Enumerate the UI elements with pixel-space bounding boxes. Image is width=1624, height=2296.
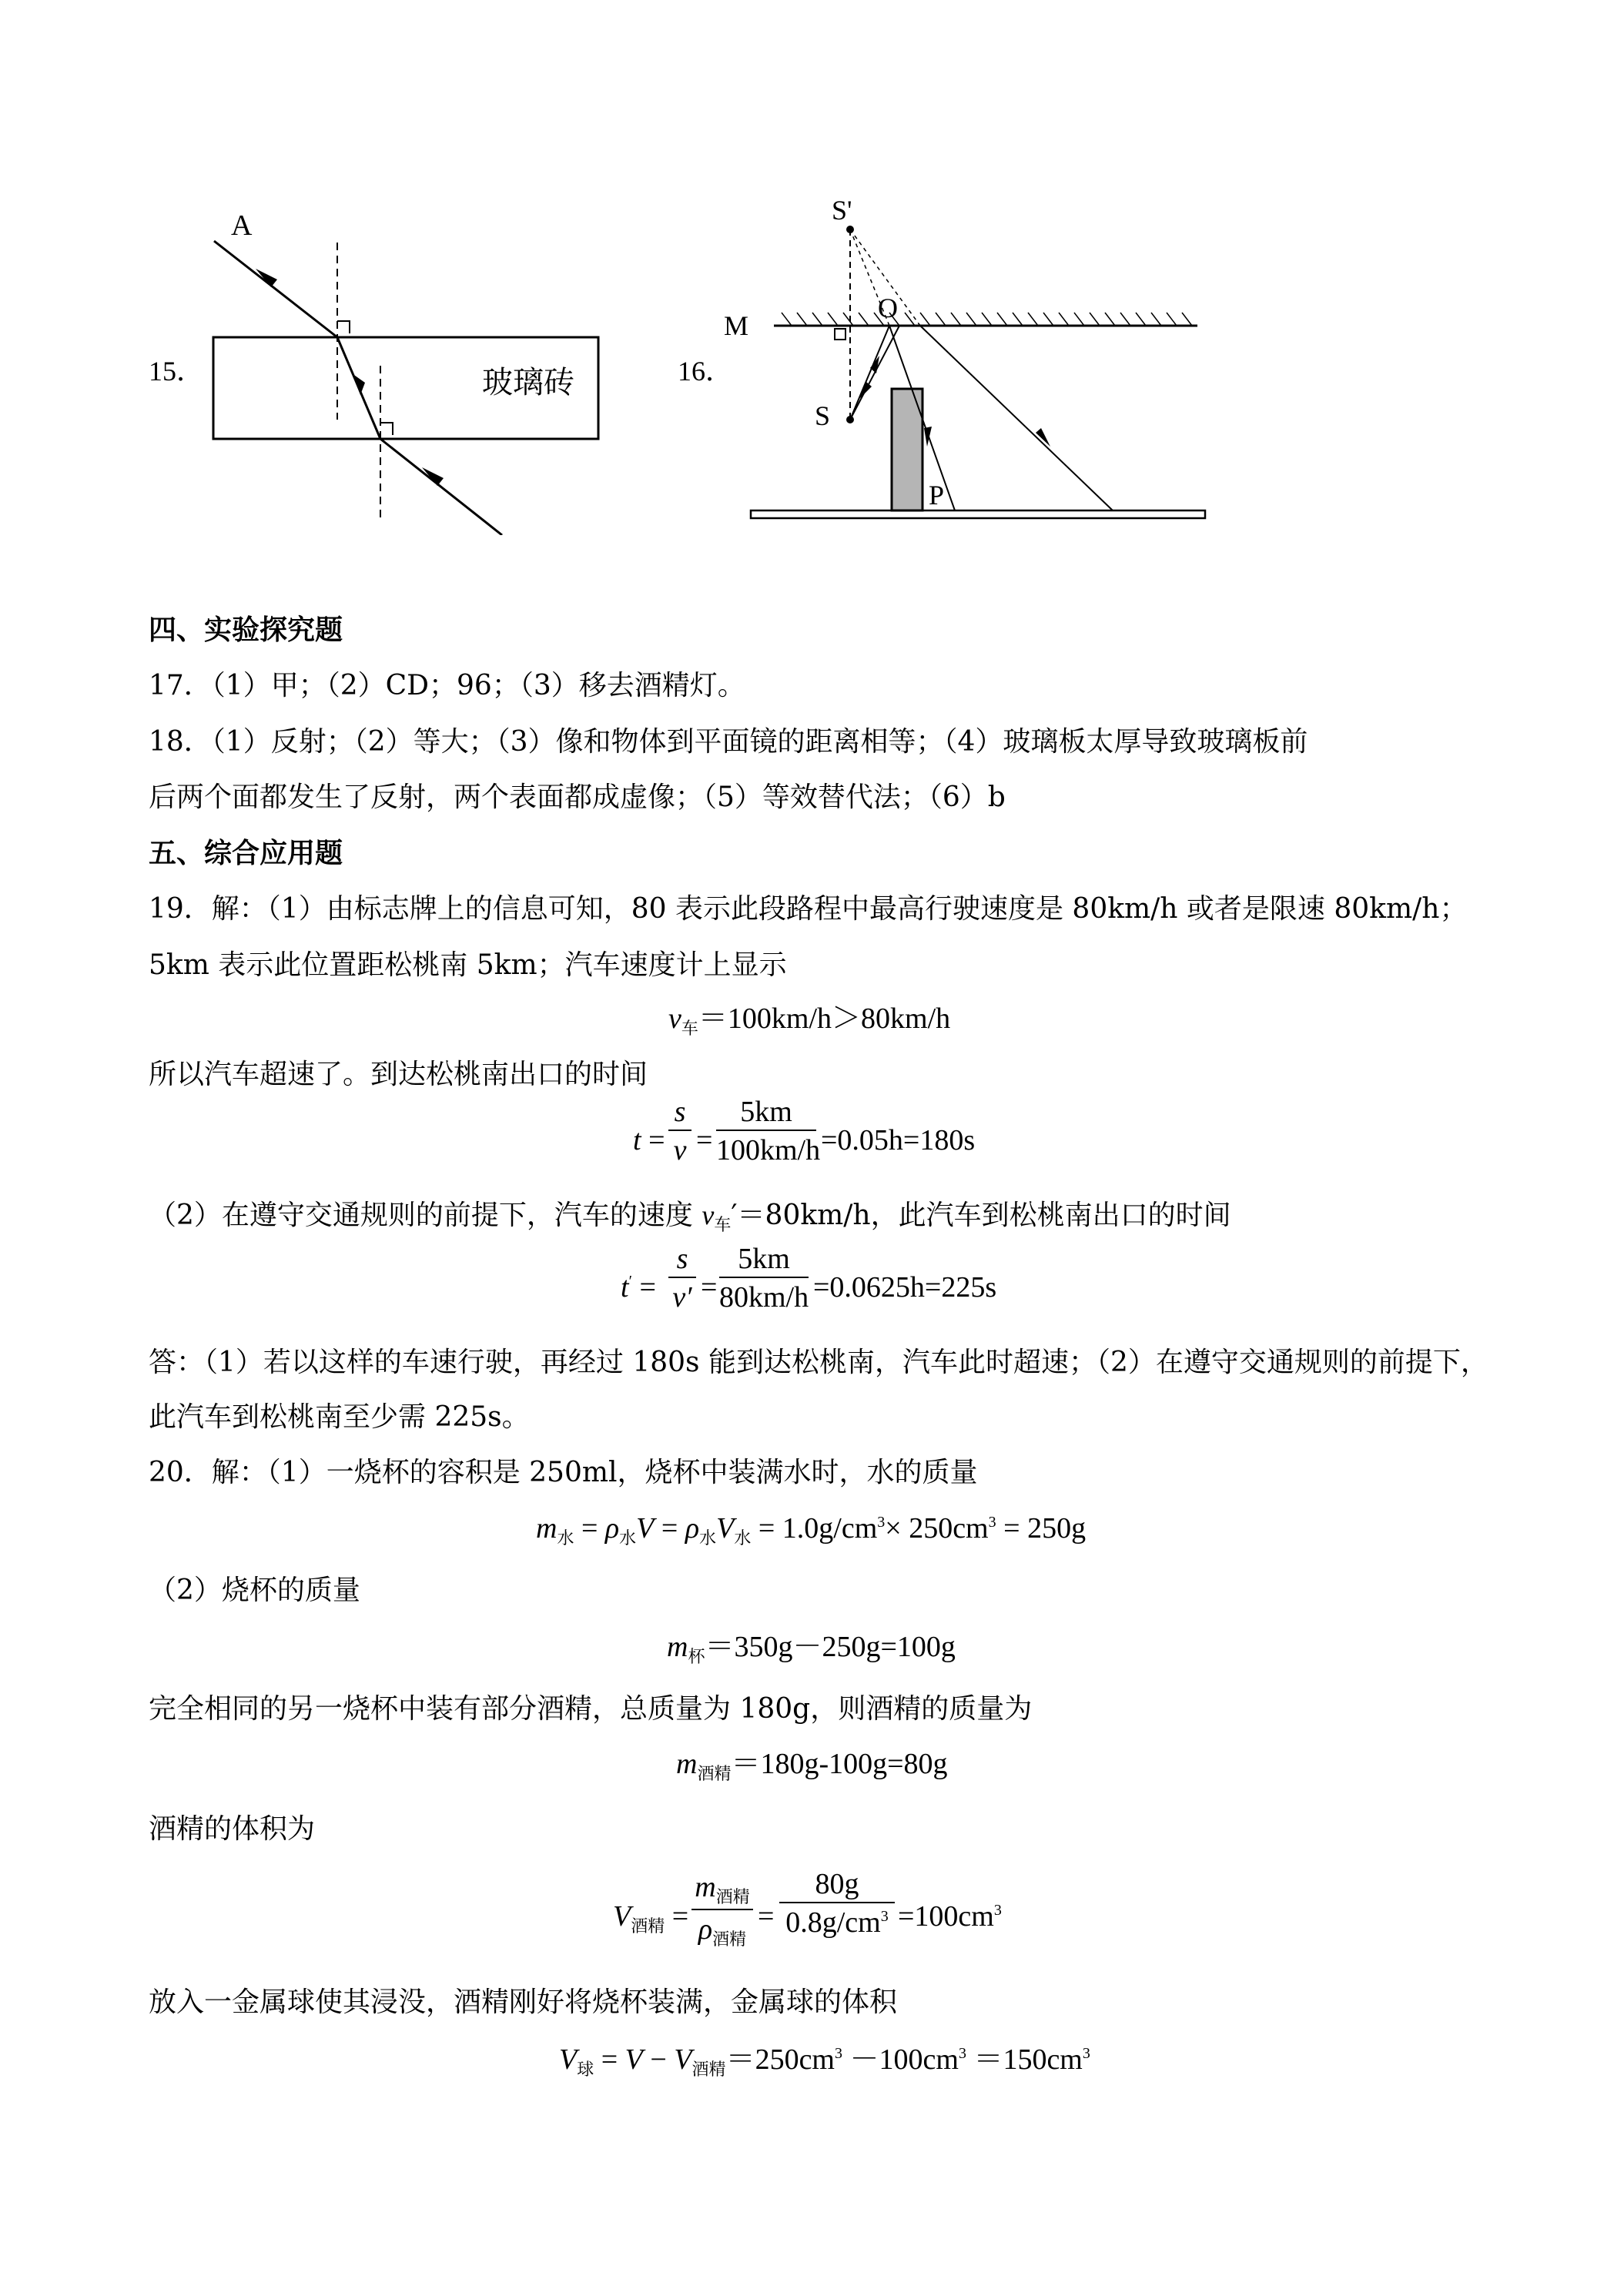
q20-eq4-result [898,1902,1002,1931]
q20-equation-alcohol-mass [676,1749,948,1782]
value-100: －100cm [842,2043,959,2076]
frac-den [691,1915,753,1948]
frac-num: 5km [740,1096,792,1128]
sup-3: 3 [988,1514,996,1531]
q20-line-2: （2）烧杯的质量 [149,1575,360,1606]
sup-3: 3 [958,2045,966,2062]
q20-equation-water-mass: $m_水 = \rho_水V = \rho_水V_水 = 1.0g/cm^3\times 250cm^3 = 250g$ [536,1512,1087,1548]
volume-result: =100cm [898,1900,994,1933]
var-v: v [702,1200,715,1230]
sup-3: 3 [835,2045,842,2062]
figure-16-number: 16． [678,356,734,387]
density-value: 1.0g/cm [782,1512,878,1545]
point-S-prime [846,226,854,233]
q19-line-2: 5km 表示此位置距松桃南 5km；汽车速度计上显示 [149,949,787,981]
mirror-hatching [782,313,1192,326]
value-150: ＝150cm [966,2043,1083,2076]
q19-eq2-frac-values [716,1096,821,1166]
q20-line-4: 酒精的体积为 [149,1813,316,1845]
sup-3: 3 [877,1514,886,1531]
q19-answer-line-2: 此汽车到松桃南至少需 225s。 [149,1401,530,1433]
q19-eq3-frac-values [719,1244,809,1312]
frac-num: s [674,1096,686,1128]
right-angle-mark [835,329,845,340]
frac-den: 80km/h [719,1281,809,1314]
right-angle-mark-bottom [380,423,393,435]
sub-water: 水 [619,1528,637,1548]
prime: ′ [628,1273,632,1290]
cup-mass-value: ＝350g－250g=100g [705,1631,956,1663]
label-S-prime: S' [832,195,852,226]
label-O: O [878,293,898,323]
figure-15-number: 15． [149,356,205,387]
var-m: m [695,1871,716,1903]
var-v: v [668,1002,681,1035]
sub-water: 水 [557,1528,574,1548]
sub-car: 车 [681,1019,698,1038]
q20-eq4-lhs: $V_{酒精}$ = [613,1900,689,1936]
var-m: m [676,1748,698,1780]
frac-den: v′ [672,1281,692,1314]
incident-ray [214,241,337,337]
q19-line-4 [149,1201,1231,1234]
eq-sign: = [758,1900,775,1933]
sub-water: 水 [699,1528,717,1548]
q20-eq4-frac-symbolic [691,1873,753,1948]
sup-3: 3 [880,1908,889,1925]
var-t: t [633,1124,641,1156]
sup-3: 3 [993,1902,1002,1919]
figure-15-refraction-diagram [200,196,631,535]
var-V: V [559,2043,578,2076]
q19-eq2-lhs: t = [633,1124,665,1156]
sub-alcohol: 酒精 [715,1887,750,1906]
var-m: m [536,1512,558,1545]
sub-alcohol: 酒精 [712,1930,747,1949]
refracted-ray-arrow [352,373,365,395]
label-M: M [724,310,749,341]
q18-answer-line-2: 后两个面都发生了反射，两个表面都成虚像；（5）等效替代法；（6）b [149,782,1006,813]
frac-den: 100km/h [716,1134,821,1166]
var-V: V [636,1512,655,1545]
frac-num: 80g [815,1868,859,1900]
q18-answer-line-1: 18．（1）反射；（2）等大；（3）像和物体到平面镜的距离相等；（4）玻璃板太厚导致玻璃板前 [149,726,1308,758]
sub-alcohol: 酒精 [691,2060,726,2079]
var-m: m [667,1631,688,1663]
var-V: V [716,1512,735,1545]
value-250: ＝250cm [725,2043,835,2076]
frac-num: 5km [738,1243,790,1275]
frac-den [779,1908,895,1937]
q20-eq4-frac-values [779,1869,895,1937]
ray-S-to-mirror-1 [850,326,889,420]
ray-arrow-1 [859,382,872,399]
q19-equation-speed [668,1004,950,1037]
q19-eq2-result: =0.05h=180s [821,1124,976,1156]
var-V: V [674,2043,692,2076]
emergent-ray-arrow [422,467,444,486]
figure-16-mirror-diagram [724,185,1232,547]
text: （2）在遵守交通规则的前提下，汽车的速度 [149,1200,702,1231]
label-glass-brick: 玻璃砖 [482,365,574,400]
q19-eq3-lhs: t′ = [621,1271,656,1304]
q20-equation-cup-mass [667,1632,956,1665]
q19-line-3: 所以汽车超速了。到达松桃南出口的时间 [149,1059,648,1090]
q17-answer: 17．（1）甲；（2）CD；96；（3）移去酒精灯。 [149,670,745,701]
den-value: 0.8g/cm [785,1906,881,1939]
sub-car: 车 [714,1216,732,1235]
eq-sign: = [701,1271,718,1304]
q19-eq3-frac-s-v [668,1244,696,1312]
sub-alcohol: 酒精 [631,1916,665,1936]
section-4-heading: 四、实验探究题 [149,614,343,646]
var-V: V [613,1900,631,1933]
sup-3: 3 [1082,2045,1090,2062]
q20-line-5: 放入一金属球使其浸没，酒精刚好将烧杯装满，金属球的体积 [149,1986,898,2018]
label-A: A [231,209,253,242]
q20-line-1: 20．解：（1）一烧杯的容积是 250ml，烧杯中装满水时，水的质量 [149,1457,978,1488]
q19-line-1: 19．解：（1）由标志牌上的信息可知，80 表示此段路程中最高行驶速度是 80km/h 或者是限速 80km/h； [149,893,1468,925]
sub-ball: 球 [577,2060,594,2079]
frac-den: v [673,1134,687,1166]
label-S: S [815,400,831,431]
incident-ray-arrow [256,269,277,287]
q19-eq2-frac-s-v [668,1097,691,1165]
text: ′＝80km/h，此汽车到松桃南出口的时间 [731,1200,1231,1231]
right-angle-mark-top [337,321,350,333]
times: × [885,1512,902,1545]
mass-result: 250g [1027,1512,1087,1545]
speed-value: ＝100km/h＞80km/h [698,1002,951,1035]
q19-eq3-result: =0.0625h=225s [813,1271,997,1304]
var-t: t [621,1271,629,1304]
alcohol-mass-value: ＝180g-100g=80g [731,1748,948,1780]
sub-water: 水 [734,1528,752,1548]
q19-answer-line-1: 答：（1）若以这样的车速行驶，再经过 180s 能到达松桃南，汽车此时超速；（2）在遵守交通规则的前提下， [149,1347,1488,1378]
var-rho: ρ [604,1512,620,1545]
sub-cup: 杯 [688,1647,705,1666]
label-P: P [929,480,945,510]
frac-num: s [676,1243,688,1275]
reflected-ray-2 [920,326,1113,510]
eq-sign: = [696,1124,713,1156]
q20-equation-ball-volume: $V_球 = V - V_{酒精}=250cm^3 -100cm^3 =150cm^3$ [559,2043,1090,2079]
volume-value: 250cm [909,1512,989,1545]
var-V: V [624,2043,643,2076]
sub-alcohol: 酒精 [697,1764,732,1783]
var-rho: ρ [698,1913,713,1946]
ground [751,510,1205,518]
emergent-ray [380,439,502,535]
var-rho: ρ [685,1512,700,1545]
frac-num [691,1873,753,1906]
section-5-heading: 五、综合应用题 [149,837,343,869]
ray-arrow-2 [870,356,879,373]
q20-line-3: 完全相同的另一烧杯中装有部分酒精，总质量为 180g，则酒精的质量为 [149,1693,1033,1725]
